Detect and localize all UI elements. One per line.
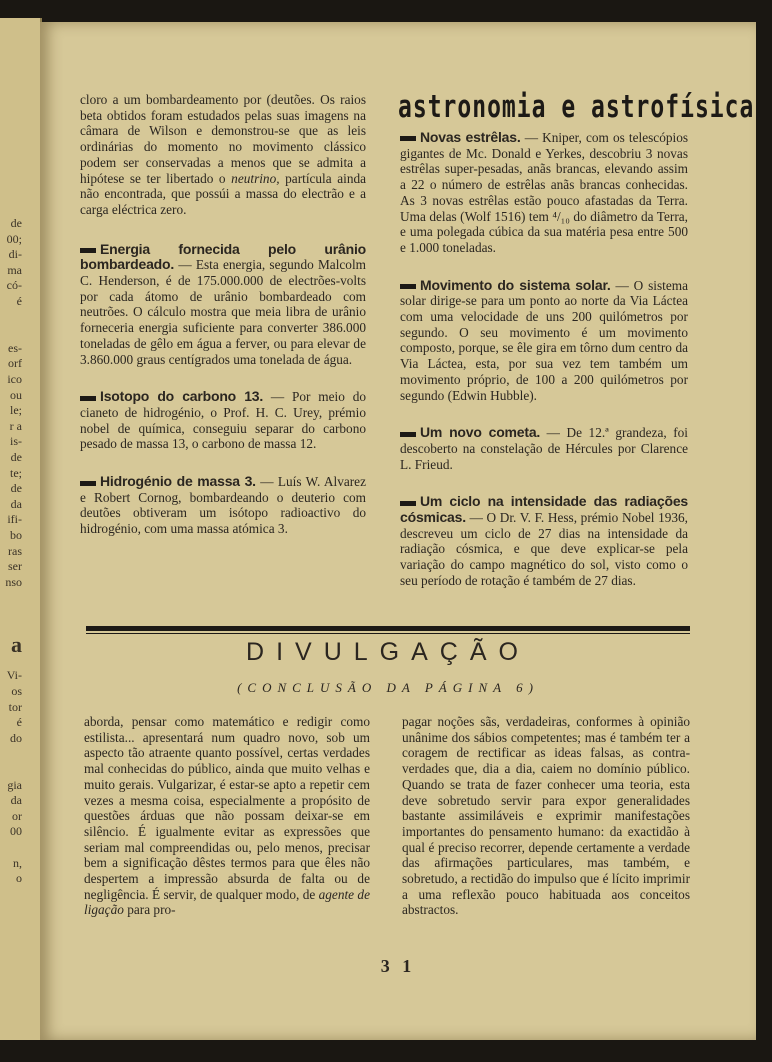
article-heading: Novas estrêlas. [420,129,521,145]
edge-fragment: 00 [10,824,22,839]
edge-fragment: di- [8,247,22,262]
article-novas-estrelas [400,130,688,256]
edge-fragment: os [11,684,22,698]
edge-fragment: o [16,871,22,886]
edge-fragment: có- [6,278,22,293]
article-body: — O sistema solar dirige-se para um ponto ao norte da Via Láctea com uma velocidade de uns 200 quilómetros por segundo. O seu movimento é um movimento composto, porque, se êle gira em tôrno dum centro da Via Láctea, esta, por sua vez tem também um movimento próprio, de 100 a 200 quilómetros por segundo (Edwin Hubble). [400,277,688,403]
article-heading: Energia fornecida pelo urânio bombardeado. [80,240,366,273]
edge-fragment: le; [10,403,22,418]
edge-fragment: r a [9,418,22,433]
edge-fragment: é [16,715,22,730]
article-movimento [400,278,688,404]
edge-fragment: es- [8,340,22,355]
divulgacao-text: pagar noções sãs, verdadeiras, conformes à opinião unânime dos sábios competentes; mas é também ter a coragem de rectificar as ideas falsas, as contra-verdades que, dia a dia, caiem no domínio público. Quando se trata de fazer conhecer uma teoria, esta deve sobretudo servir para expor generalidades bastante assimiláveis e exprimir manifestações importantes do pensamento humano: da exactidão à qual é preciso recorrer, depende certamente a verdade das afirmações particulares, mas também, e sobretudo, a rectidão do impulso que é lícito imprimir a uma reflexão pouco habituada aos conceitos abstractos. [402,714,690,918]
divulgacao-text: aborda, pensar como matemático e redigir como estilista... apresentará num quadro novo, sob um aspecto tão atraente quanto possível, certas verdades mal conhecidas do público, ainda que muito velhas e muito gerais. Vulgarizar, é estar-se apto a repetir cem vezes a mesma coisa, especialmente a propósito de questões árduas que não possam deixar-se em silêncio. É igualmente evitar as expressões que seriam mal compreendidas ou, pelo menos, precisar bem a significação dêstes termos para que êles não despertem a impressão absurda de falta ou de negligência. É servir, de qualquer modo, de [84,714,370,902]
edge-fragment: ou [10,387,22,402]
bullet-icon [400,501,416,506]
edge-fragment: de [10,216,22,230]
edge-fragment: gia [7,777,22,792]
edge-fragment: ser [8,559,22,574]
bullet-icon [80,396,96,401]
edge-fragment: orf [8,356,22,371]
paragraph-text: partícula ainda não encontrada, que possúi a massa do electrão e a carga eléctrica zero. [80,170,367,217]
edge-fragment: te; [10,465,22,480]
divulgacao-text: para pro- [127,902,176,918]
bullet-icon [80,481,96,486]
edge-fragment: tor [8,699,22,714]
edge-fragment: do [10,730,22,745]
edge-fragment: da [10,496,22,511]
edge-fragment: n, [13,855,22,870]
article-energia [80,242,366,368]
article-isotopo [80,389,366,452]
article-heading: Um novo cometa. [420,424,541,441]
edge-fragment: ifi- [7,512,22,527]
right-column [400,130,688,611]
article-cometa [400,425,688,472]
section-title: astronomia e astrofísica [398,90,755,126]
edge-fragment: ma [7,262,22,277]
article-hidrogenio [80,474,366,537]
page-number: 3 1 [380,956,416,976]
left-column [80,92,366,559]
article-body: — Kniper, com os telescópios gigantes de Mc. Donald e Yerkes, descobriu 3 novas estrêlas super-pesadas, anãs brancas, elevando assim a 22 o número de estrêlas anãs brancas conhecidas. As 3 novas estrêlas estão pouco afastadas da Terra. Uma delas (Wolf 1516) tem ⁴/₁₀ do diâmetro da Terra, e uma polegada cúbica da sua matéria pesa entre 500 e 1.000 toneladas. [400,130,689,255]
article-heading: Hidrogénio de massa 3. [100,473,256,490]
edge-fragment: é [16,294,22,308]
article-body: — Por meio do cianeto de hidrogénio, o Prof. H. C. Urey, prémio nobel de química, conseguiu separar do carbono pesado de massa 13, o carbono de massa 12. [80,389,366,452]
edge-fragment: 00; [6,231,22,246]
edge-fragment: or [12,808,22,823]
divulgacao-left-column [84,714,370,918]
edge-fragment: de [10,450,22,464]
bullet-icon [400,432,416,437]
article-body: — Luís W. Alvarez e Robert Cornog, bombardeando o deuterio com deutões obtiveram um isótopo radioactivo do hidrogénio, com uma massa atómica 3. [80,474,366,537]
edge-fragment: da [10,793,22,808]
italic-term: agente de ligação [84,886,370,918]
edge-fragment: ras [8,543,22,558]
divulgacao-title: DIVULGAÇÃO [246,638,530,666]
bullet-icon [400,136,416,141]
bullet-icon [80,248,96,253]
edge-fragment: ico [7,372,22,386]
edge-fragment: de [10,481,22,496]
article-heading: Um ciclo na intensidade das radiações cósmicas. [400,493,688,526]
paragraph-text: cloro a um bombardeamento por (deutões. Os raios beta obtidos foram estudados pelas suas imagens na câmara de Wilson e demonstrou-se que as leis ordinárias do momento no movimento clássico podem ser conservadas a menos que se admita a hipótese se ter libertado o [80,92,366,186]
magazine-page [40,22,756,1040]
article-heading: Movimento do sistema solar. [420,276,611,293]
paragraph-neutrino [80,92,366,218]
article-body: — De 12.ª grandeza, foi descoberto na constelação de Hércules por Clarence L. Frieud. [400,425,688,472]
divulgacao-subtitle: (CONCLUSÃO DA PÁGINA 6) [237,680,539,695]
italic-term: neutrino, [231,170,280,186]
section-divider-thin [86,633,690,634]
article-body: — Esta energia, segundo Malcolm C. Henderson, é de 175.000.000 de electrões-volts por cada átomo de urânio bombardeado com neutrões. O cálculo mostra que meia libra de urânio forneceria energia suficiente para converter 386.000 toneladas de gêlo em água a ferver, ou para elevar de 3.860.000 graus centígrados uma tonelada de água. [80,257,366,367]
edge-fragment: is- [10,434,22,449]
article-radiacoes [400,494,688,588]
bullet-icon [400,284,416,289]
edge-fragment: a [11,632,22,658]
edge-fragment: nso [5,574,22,589]
article-heading: Isotopo do carbono 13. [100,388,264,405]
article-body: — O Dr. V. F. Hess, prémio Nobel 1936, descreveu um ciclo de 27 dias na intensidade da radiação cósmica, e que deve explicar-se pela variação do campo magnético do sol, visto como o seu período de rotação é também de 27 dias. [400,510,689,588]
edge-fragment: bo [10,528,22,542]
divulgacao-right-column [402,714,690,918]
edge-fragment: Vi- [6,668,22,683]
section-divider [86,626,690,631]
